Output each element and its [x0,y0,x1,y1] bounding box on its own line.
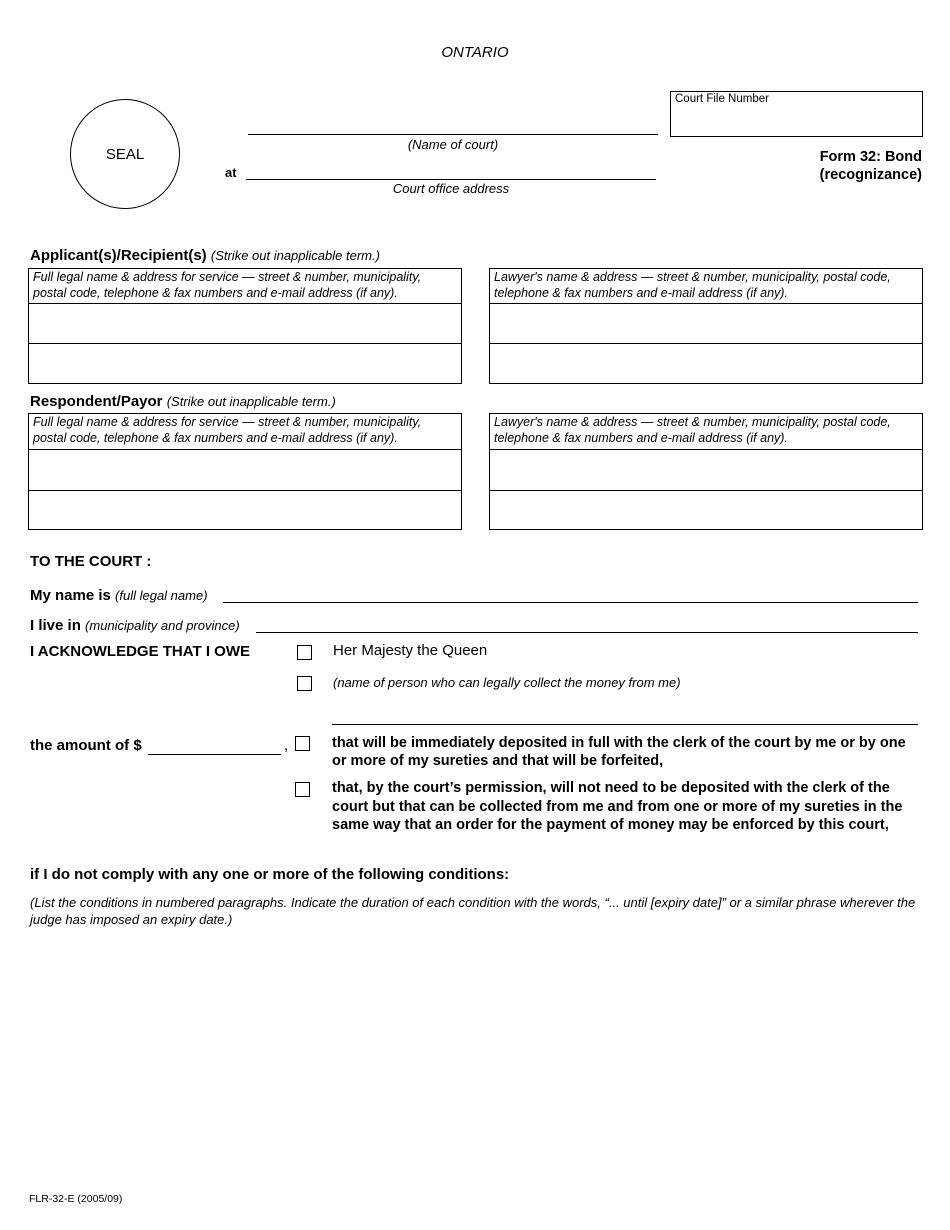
amount-label: the amount of $ [30,737,142,754]
to-the-court-heading: TO THE COURT : [30,553,152,570]
respondent-lawyer-box [489,413,923,530]
her-majesty-checkbox[interactable] [297,645,312,660]
applicant-lawyer-row-1[interactable] [490,304,922,344]
respondent-heading [30,393,336,410]
province-title: ONTARIO [441,44,509,61]
live-in-title: I live in [30,617,81,634]
respondent-party-row-1[interactable] [29,450,461,491]
amount-comma: , [284,737,289,754]
my-name-title: My name is [30,587,111,604]
court-file-number-label: Court File Number [675,93,769,105]
conditions-heading: if I do not comply with any one or more of the following conditions: [30,866,510,883]
name-of-court-label: (Name of court) [407,137,499,152]
respondent-heading-title: Respondent/Payor [30,393,163,410]
respondent-party-box [28,413,462,530]
applicant-heading [30,247,380,264]
applicant-lawyer-row-2[interactable] [490,344,922,383]
at-label: at [225,165,237,180]
amount-field[interactable] [148,754,281,755]
applicant-party-row-2[interactable] [29,344,461,383]
court-office-address-label: Court office address [392,181,510,196]
applicant-party-row-1[interactable] [29,304,461,344]
respondent-lawyer-box-label: Lawyer's name & address — street & number, municipality, postal code, telephone & fax numbers and e-mail address (if any). [490,414,922,450]
court-office-address-line[interactable] [246,179,656,180]
respondent-lawyer-row-1[interactable] [490,450,922,491]
her-majesty-label: Her Majesty the Queen [333,642,488,659]
live-in-note: (municipality and province) [85,618,240,633]
my-name-label [30,587,208,604]
applicant-party-box-label: Full legal name & address for service — street & number, municipality, postal code, telephone & fax numbers and e-mail address (if any). [29,269,461,304]
applicant-heading-note: (Strike out inapplicable term.) [210,248,380,263]
form-title-line1: Form 32: Bond [819,149,922,165]
municipality-line[interactable] [256,632,918,633]
named-person-line[interactable] [332,724,918,725]
conditions-note: (List the conditions in numbered paragraphs. Indicate the duration of each condition with the words, “... until [expiry date]” or a similar phrase wherever the judge has imposed an expiry date.) [30,895,916,927]
full-legal-name-line[interactable] [223,602,918,603]
applicant-party-box [28,268,462,384]
conditions-area[interactable] [30,935,920,1175]
court-permission-checkbox[interactable] [295,782,310,797]
form-title-line2: (recognizance) [819,167,922,183]
named-person-label: (name of person who can legally collect the money from me) [333,675,681,690]
seal-label: SEAL [105,145,145,163]
seal [70,99,180,209]
respondent-party-row-2[interactable] [29,491,461,530]
court-permission-text: that, by the court’s permission, will not need to be deposited with the clerk of the court but that can be collected from me and from one or more of my sureties in the same way that an order for the payment of money may be enforced by this court, [332,780,903,833]
applicant-heading-title: Applicant(s)/Recipient(s) [30,247,207,264]
my-name-note: (full legal name) [115,588,208,603]
respondent-party-box-label: Full legal name & address for service — street & number, municipality, postal code, telephone & fax numbers and e-mail address (if any). [29,414,461,450]
acknowledge-label: I ACKNOWLEDGE THAT I OWE [30,643,250,660]
live-in-label [30,617,240,634]
applicant-lawyer-box-label: Lawyer's name & address — street & number, municipality, postal code, telephone & fax numbers and e-mail address (if any). [490,269,922,304]
respondent-heading-note: (Strike out inapplicable term.) [166,394,336,409]
immediate-deposit-text: that will be immediately deposited in full with the clerk of the court by me or by one or more of my sureties and that will be forfeited, [332,735,906,769]
applicant-lawyer-box [489,268,923,384]
form-title [820,148,922,184]
named-person-checkbox[interactable] [297,676,312,691]
court-file-number-field[interactable] [670,91,923,137]
immediate-deposit-checkbox[interactable] [295,736,310,751]
respondent-lawyer-row-2[interactable] [490,491,922,530]
form-code: FLR-32-E (2005/09) [29,1193,123,1205]
name-of-court-line[interactable] [248,134,658,135]
